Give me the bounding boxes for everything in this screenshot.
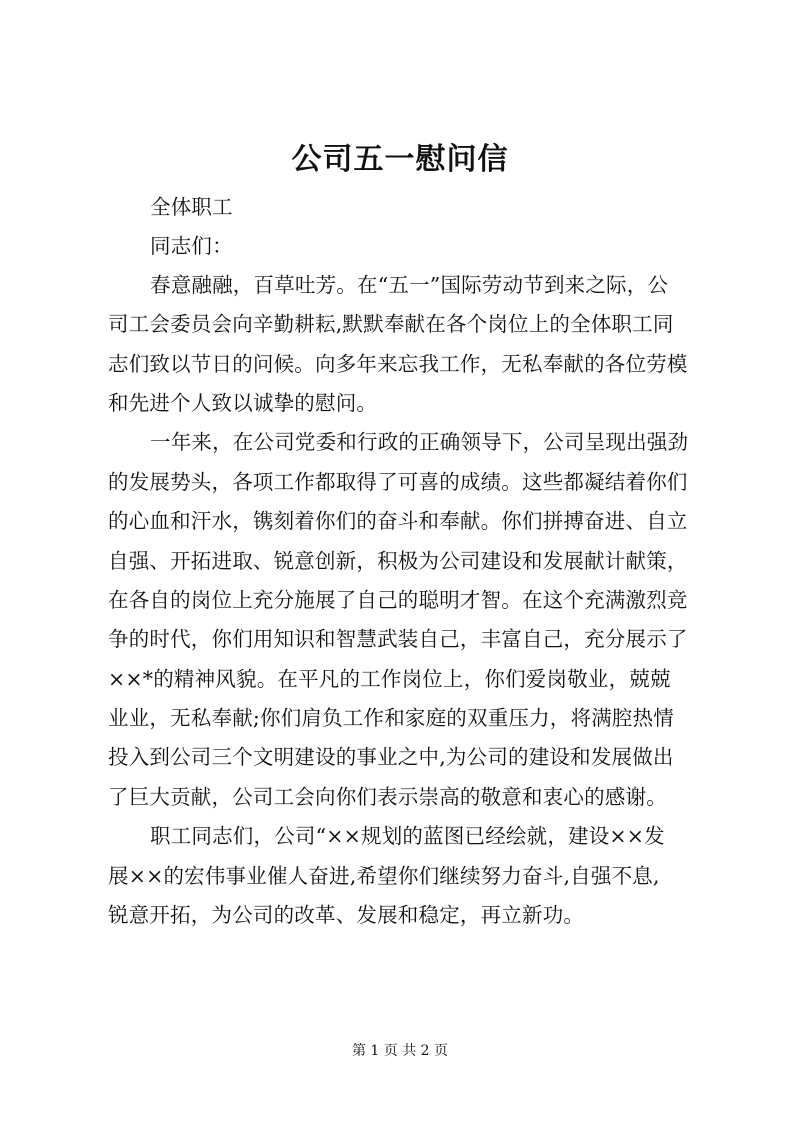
body-line: 业业，无私奉献;你们肩负工作和家庭的双重压力，将满腔热情: [108, 706, 675, 730]
body-line: 在各自的岗位上充分施展了自己的聪明才智。在这个充满激烈竞: [108, 588, 688, 612]
body-line: 一年来，在公司党委和行政的正确领导下，公司呈现出强劲: [150, 430, 689, 454]
body-line: 职工同志们，公司“××规划的蓝图已经绘就，建设××发: [150, 824, 665, 848]
body-line: 的发展势头，各项工作都取得了可喜的成绩。这些都凝结着你们: [108, 470, 688, 494]
body-line: 司工会委员会向辛勤耕耘,默默奉献在各个岗位上的全体职工同: [108, 312, 674, 336]
body-line: 锐意开拓，为公司的改革、发展和稳定，再立新功。: [108, 903, 585, 927]
body-line: 春意融融，百草吐芳。在“五一”国际劳动节到来之际，公: [150, 273, 669, 297]
body-line: 自强、开拓进取、锐意创新，积极为公司建设和发展献计献策，: [108, 549, 688, 573]
greeting-line: 同志们：: [150, 234, 233, 258]
body-line: 和先进个人致以诚挚的慰问。: [108, 391, 378, 415]
page-footer: 第 1 页 共 2 页: [351, 1043, 449, 1059]
recipient-line: 全体职工: [150, 195, 233, 219]
body-line: 的心血和汗水，镌刻着你们的奋斗和奉献。你们拼搏奋进、自立: [108, 509, 688, 533]
body-line: 争的时代，你们用知识和智慧武装自己，丰富自己，充分展示了: [108, 627, 688, 651]
body-line: ××*的精神风貌。在平凡的工作岗位上，你们爱岗敬业，兢兢: [108, 667, 671, 691]
body-line: 展××的宏伟事业催人奋进,希望你们继续努力奋斗,自强不息,: [108, 864, 660, 888]
body-line: 了巨大贡献，公司工会向你们表示崇高的敬意和衷心的感谢。: [108, 785, 667, 809]
body-line: 投入到公司三个文明建设的事业之中,为公司的建设和发展做出: [108, 745, 674, 769]
body-line: 志们致以节日的问候。向多年来忘我工作，无私奉献的各位劳模: [108, 352, 688, 376]
document-title: 公司五一慰问信: [291, 142, 509, 177]
